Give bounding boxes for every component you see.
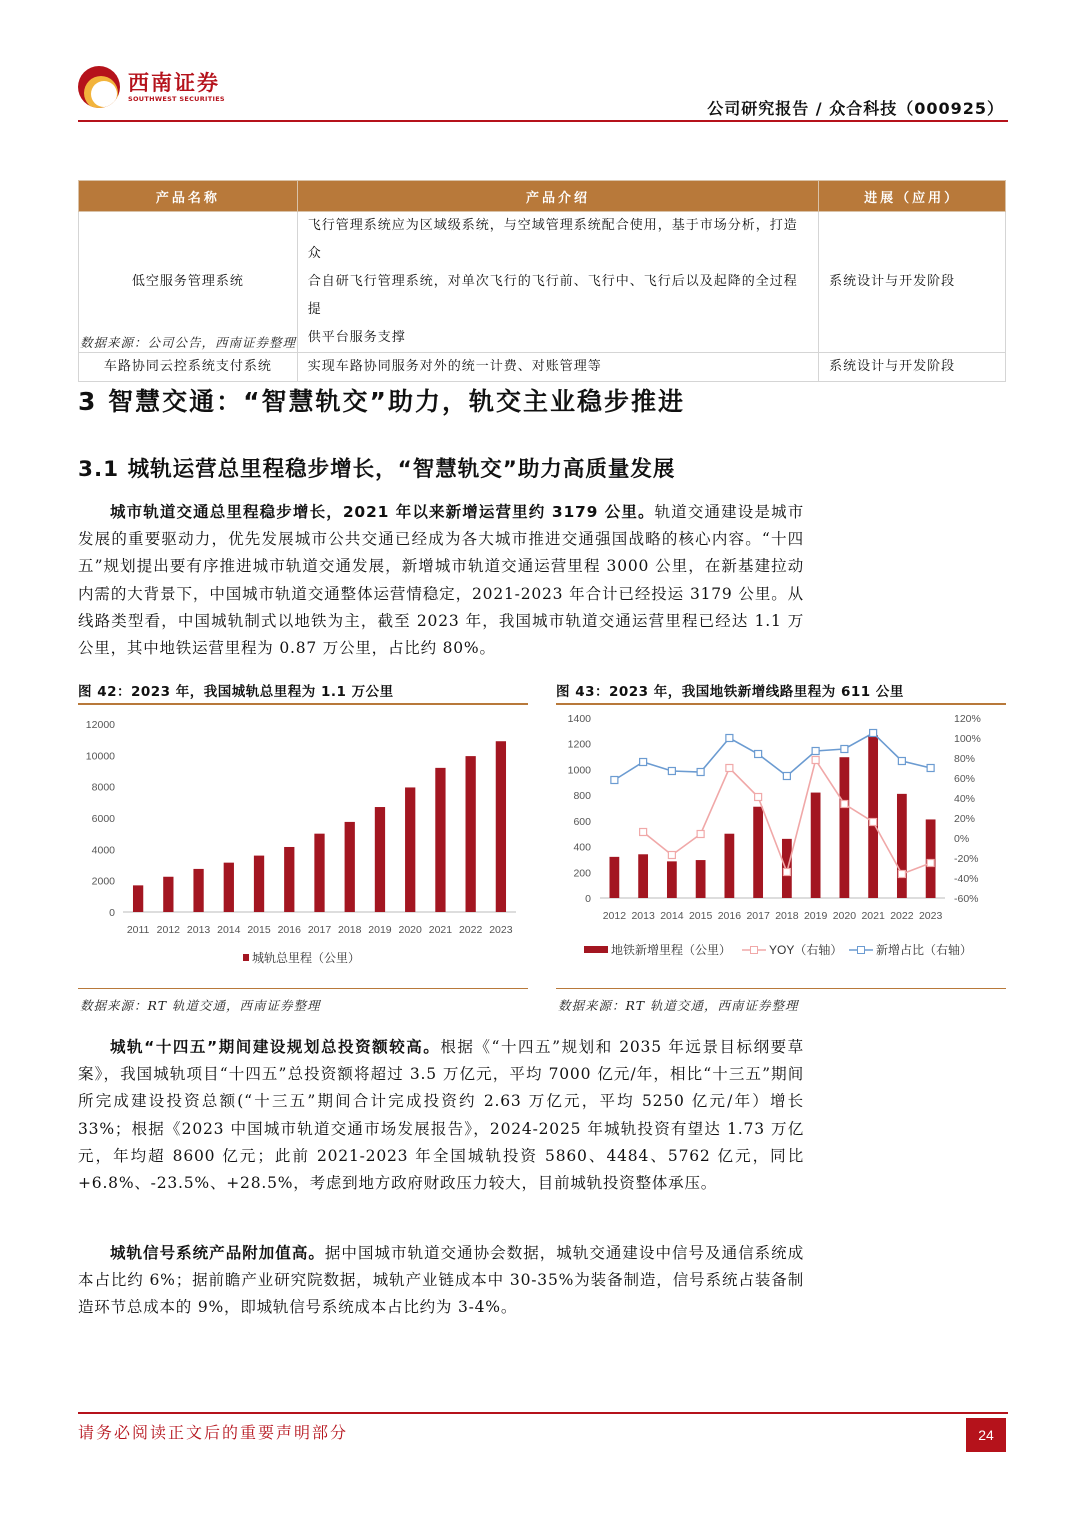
share-point	[870, 730, 877, 737]
figure-43-source-note: 数据来源：RT 轨道交通，西南证券整理	[558, 998, 799, 1013]
yoy-point	[783, 869, 790, 876]
bar	[638, 854, 648, 898]
share-point	[898, 758, 905, 765]
figure-42-title: 图 42：2023 年，我国城轨总里程为 1.1 万公里	[78, 684, 394, 700]
footer-divider	[78, 1412, 1008, 1414]
bar	[897, 794, 907, 898]
bar	[466, 756, 476, 912]
y-left-tick-label: 1000	[567, 764, 591, 777]
bar	[254, 856, 264, 912]
footer-disclaimer-notice: 请务必阅读正文后的重要声明部分	[78, 1423, 349, 1442]
subsection-heading: 3.1 城轨运营总里程稳步增长，“智慧轨交”助力高质量发展	[78, 457, 676, 482]
figure-42-bottom-rule	[78, 988, 528, 989]
y-left-tick-label: 600	[573, 815, 591, 828]
share-line	[614, 733, 930, 780]
legend-swatch-bar	[584, 946, 608, 953]
x-tick-label: 2015	[688, 910, 713, 922]
bar	[133, 885, 143, 912]
y-tick-label: 10000	[85, 750, 115, 763]
x-tick-label: 2014	[217, 924, 241, 936]
bar	[375, 807, 385, 912]
share-point	[755, 751, 762, 758]
x-tick-label: 2018	[338, 924, 362, 936]
paragraph-body: 轨道交通建设是城市发展的重要驱动力，优先发展城市公共交通已经成为各大城市推进交通强国战略的核心内容。“十四五”规划提出要有序推进城市轨道交通发展，新增城市轨道交通运营里程 3000 公里，在新基建拉动内需的大背景下，中国城市轨道交通整体运营情稳定，2021-2023 年合计已经投运 3179 公里。从线路类型看，中国城轨制式以地铁为主，截至 2023 年，我国城市轨道交通运营里程已经达 1.1 万公里，其中地铁运营里程为 0.87 万公里，占比约 80%。	[78, 503, 804, 658]
chart-urban-rail-total-mileage	[78, 706, 528, 986]
x-tick-label: 2021	[861, 910, 885, 922]
header-divider	[78, 120, 1008, 122]
share-point	[697, 769, 704, 776]
y-right-tick-label: -40%	[954, 873, 979, 885]
y-left-tick-label: 400	[573, 841, 591, 854]
bar	[496, 741, 506, 912]
bar	[926, 819, 936, 898]
x-tick-label: 2022	[890, 910, 914, 922]
x-tick-label: 2017	[307, 924, 332, 936]
legend-label: 地铁新增里程（公里）	[611, 943, 732, 957]
share-point	[668, 768, 675, 775]
x-tick-label: 2016	[277, 924, 301, 936]
product-intro-cell	[297, 212, 818, 353]
share-point	[611, 777, 618, 784]
figure-43-top-rule	[556, 703, 1006, 705]
logo-english-name: SOUTHWEST SECURITIES	[128, 95, 225, 103]
bar	[667, 861, 677, 898]
x-tick-label: 2015	[247, 924, 271, 936]
legend-label: 城轨总里程（公里）	[252, 951, 361, 965]
table-source-note: 数据来源：公司公告，西南证券整理	[80, 335, 297, 350]
share-point	[927, 765, 934, 772]
intro-line: 供平台服务支撑	[307, 330, 406, 345]
y-left-tick-label: 800	[573, 790, 591, 803]
share-point	[812, 748, 819, 755]
yoy-point	[668, 852, 675, 859]
legend-swatch-yoy-marker	[751, 947, 758, 954]
x-tick-label: 2020	[832, 910, 857, 922]
table-header-cell: 产品介绍	[297, 181, 818, 212]
x-tick-label: 2014	[660, 910, 684, 922]
table-row	[79, 353, 1006, 382]
x-tick-label: 2017	[746, 910, 770, 922]
yoy-point	[927, 860, 934, 867]
y-right-tick-label: 0%	[954, 833, 970, 845]
figure-43-title: 图 43：2023 年，我国地铁新增线路里程为 611 公里	[556, 684, 904, 700]
bar	[345, 822, 355, 912]
y-right-tick-label: 80%	[954, 753, 976, 765]
x-tick-label: 2021	[428, 924, 453, 936]
y-left-tick-label: 0	[585, 893, 591, 905]
bar	[163, 877, 173, 912]
logo-mark-icon	[78, 66, 120, 108]
yoy-point	[870, 819, 877, 826]
y-right-tick-label: -60%	[954, 893, 979, 905]
bar	[609, 857, 619, 898]
y-right-tick-label: 120%	[954, 713, 981, 725]
bar	[284, 847, 294, 912]
section-heading: 3 智慧交通：“智慧轨交”助力，轨交主业稳步推进	[78, 387, 685, 416]
paragraph-investment	[78, 1034, 804, 1197]
legend-swatch	[243, 954, 249, 961]
paragraph-signal-system	[78, 1240, 804, 1322]
product-table	[78, 180, 1006, 382]
product-name-cell: 车路协同云控系统支付系统	[79, 353, 298, 382]
y-left-tick-label: 1400	[567, 713, 591, 725]
y-right-tick-label: 40%	[954, 793, 976, 805]
x-tick-label: 2016	[717, 910, 742, 922]
paragraph-mileage	[78, 499, 804, 662]
product-name-cell: 低空服务管理系统	[79, 212, 298, 353]
product-progress-cell: 系统设计与开发阶段	[819, 212, 1006, 353]
figure-43-bottom-rule	[556, 988, 1006, 989]
bar	[811, 793, 821, 898]
x-tick-label: 2013	[631, 910, 655, 922]
x-tick-label: 2013	[186, 924, 211, 936]
page-number: 24	[966, 1418, 1006, 1452]
table-row	[79, 212, 1006, 353]
intro-line: 合自研飞行管理系统，对单次飞行的飞行前、飞行中、飞行后以及起降的全过程提	[307, 274, 798, 317]
bar	[193, 869, 203, 912]
y-tick-label: 4000	[91, 844, 115, 857]
bar	[868, 735, 878, 898]
y-right-tick-label: 60%	[954, 773, 976, 785]
figure-42-top-rule	[78, 703, 528, 705]
y-tick-label: 2000	[91, 875, 115, 888]
y-right-tick-label: 100%	[954, 733, 981, 745]
report-title: 公司研究报告 / 众合科技（000925）	[707, 99, 1004, 118]
x-tick-label: 2022	[458, 924, 483, 936]
share-point	[841, 746, 848, 753]
y-left-tick-label: 1200	[567, 738, 591, 751]
page-header	[78, 60, 1008, 122]
x-tick-label: 2019	[368, 924, 392, 936]
y-tick-label: 8000	[91, 781, 115, 794]
product-intro-cell: 实现车路协同服务对外的统一计费、对账管理等	[297, 353, 818, 382]
yoy-point	[812, 757, 819, 764]
yoy-point	[755, 794, 762, 801]
share-point	[783, 773, 790, 780]
x-tick-label: 2023	[489, 924, 513, 936]
x-tick-label: 2020	[398, 924, 422, 936]
x-tick-label: 2023	[918, 910, 943, 922]
share-point	[640, 759, 647, 766]
x-tick-label: 2012	[602, 910, 627, 922]
intro-line: 飞行管理系统应为区域级系统，与空域管理系统配合使用，基于市场分析，打造众	[307, 218, 798, 261]
bar	[696, 860, 706, 898]
y-tick-label: 12000	[85, 719, 115, 731]
share-point	[726, 735, 733, 742]
yoy-point	[640, 829, 647, 836]
y-tick-label: 0	[109, 907, 115, 919]
bar	[435, 768, 445, 912]
yoy-point	[726, 765, 733, 772]
product-progress-cell: 系统设计与开发阶段	[819, 353, 1006, 382]
figure-42-source-note: 数据来源：RT 轨道交通，西南证券整理	[80, 998, 321, 1013]
bar	[314, 834, 324, 912]
logo-chinese-name: 西南证券	[128, 71, 220, 95]
paragraph-lead: 城轨信号系统产品附加值高。	[110, 1244, 325, 1262]
bar	[753, 807, 763, 898]
paragraph-body: 根据《“十四五”规划和 2035 年远景目标纲要草案》，我国城轨项目“十四五”总投资额将超过 3.5 万亿元，平均 7000 亿元/年，相比“十三五”期间所完成建设投资总额(“十三五”期间合计完成投资约 2.63 万亿元，平均 5250 亿元/年）增长 33%；根据《2023 中国城市轨道交通市场发展报告》，2024-2025 年城轨投资有望达 1.73 万亿元，年均超 8600 亿元；此前 2021-2023 年全国城轨投资 5860、4484、5762 亿元，同比+6.8%、-23.5%、+28.5%，考虑到地方政府财政压力较大，目前城轨投资整体承压。	[78, 1038, 804, 1193]
legend-label: YOY（右轴）	[769, 943, 843, 957]
paragraph-body: 据中国城市轨道交通协会数据，城轨交通建设中信号及通信系统成本占比约 6%；据前瞻产业研究院数据，城轨产业链成本中 30-35%为装备制造，信号系统占装备制造环节总成本的 9%，即城轨信号系统成本占比约为 3-4%。	[78, 1244, 805, 1317]
table-header-cell: 进展（应用）	[819, 181, 1006, 212]
chart-subway-new-mileage	[556, 706, 1006, 986]
bar	[839, 757, 849, 898]
x-tick-label: 2012	[156, 924, 181, 936]
bar	[405, 787, 415, 912]
y-right-tick-label: -20%	[954, 853, 979, 865]
x-tick-label: 2011	[126, 924, 150, 936]
legend-label: 新增占比（右轴）	[876, 943, 973, 957]
yoy-point	[697, 831, 704, 838]
yoy-point	[898, 871, 905, 878]
company-logo	[78, 66, 225, 108]
x-tick-label: 2019	[803, 910, 828, 922]
table-header-row	[79, 181, 1006, 212]
paragraph-lead: 城市轨道交通总里程稳步增长，2021 年以来新增运营里约 3179 公里。	[110, 503, 655, 521]
legend-swatch-share-marker	[858, 947, 865, 954]
table-header-cell: 产品名称	[79, 181, 298, 212]
paragraph-lead: 城轨“十四五”期间建设规划总投资额较高。	[110, 1038, 441, 1056]
x-tick-label: 2018	[775, 910, 799, 922]
y-tick-label: 6000	[91, 813, 115, 825]
bar	[224, 863, 234, 912]
y-left-tick-label: 200	[573, 867, 591, 880]
yoy-point	[841, 801, 848, 808]
y-right-tick-label: 20%	[954, 813, 976, 825]
bar	[724, 834, 734, 898]
